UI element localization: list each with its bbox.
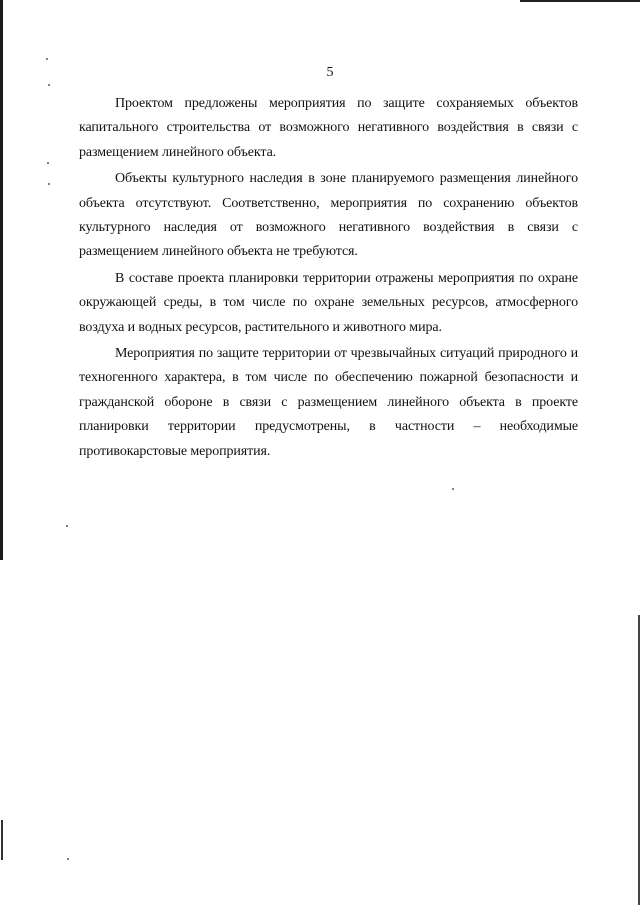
- scan-speck: [48, 84, 50, 86]
- scan-border-left: [0, 0, 3, 560]
- page-number: 5: [326, 65, 334, 80]
- scan-speck: [452, 488, 454, 490]
- paragraph-cultural-heritage: Объекты культурного наследия в зоне планируемого размещения линейного объекта отсутствуют. Соответственно, мероприятия по сохранению объектов культурного наследия от возможного негативного воздействия в связи с размещением линейного объекта не требуются.: [79, 171, 578, 260]
- scan-border-left-lower: [1, 820, 3, 860]
- scan-speck: [47, 162, 49, 164]
- paragraph-protection-measures: Проектом предложены мероприятия по защите сохраняемых объектов капитального строительства от возможного негативного воздействия в связи с размещением линейного объекта.: [79, 96, 578, 160]
- scan-speck: [66, 525, 68, 527]
- scan-speck: [67, 858, 69, 860]
- scan-speck: [48, 183, 50, 185]
- paragraph-environmental-protection: В составе проекта планировки территории отражены мероприятия по охране окружающей среды, в том числе по охране земельных ресурсов, атмосферного воздуха и водных ресурсов, растительного и животного мира.: [79, 270, 578, 335]
- scan-speck: [46, 58, 48, 60]
- scan-border-top: [520, 0, 640, 2]
- document-body: [79, 92, 578, 464]
- paragraph-emergency-measures: Мероприятия по защите территории от чрезвычайных ситуаций природного и техногенного характера, в том числе по обеспечению пожарной безопасности и гражданской обороне в связи с размещением линейного объекта в проекте планировки территории предусмотрены, в частности – необходимые противокарстовые мероприятия.: [79, 346, 578, 459]
